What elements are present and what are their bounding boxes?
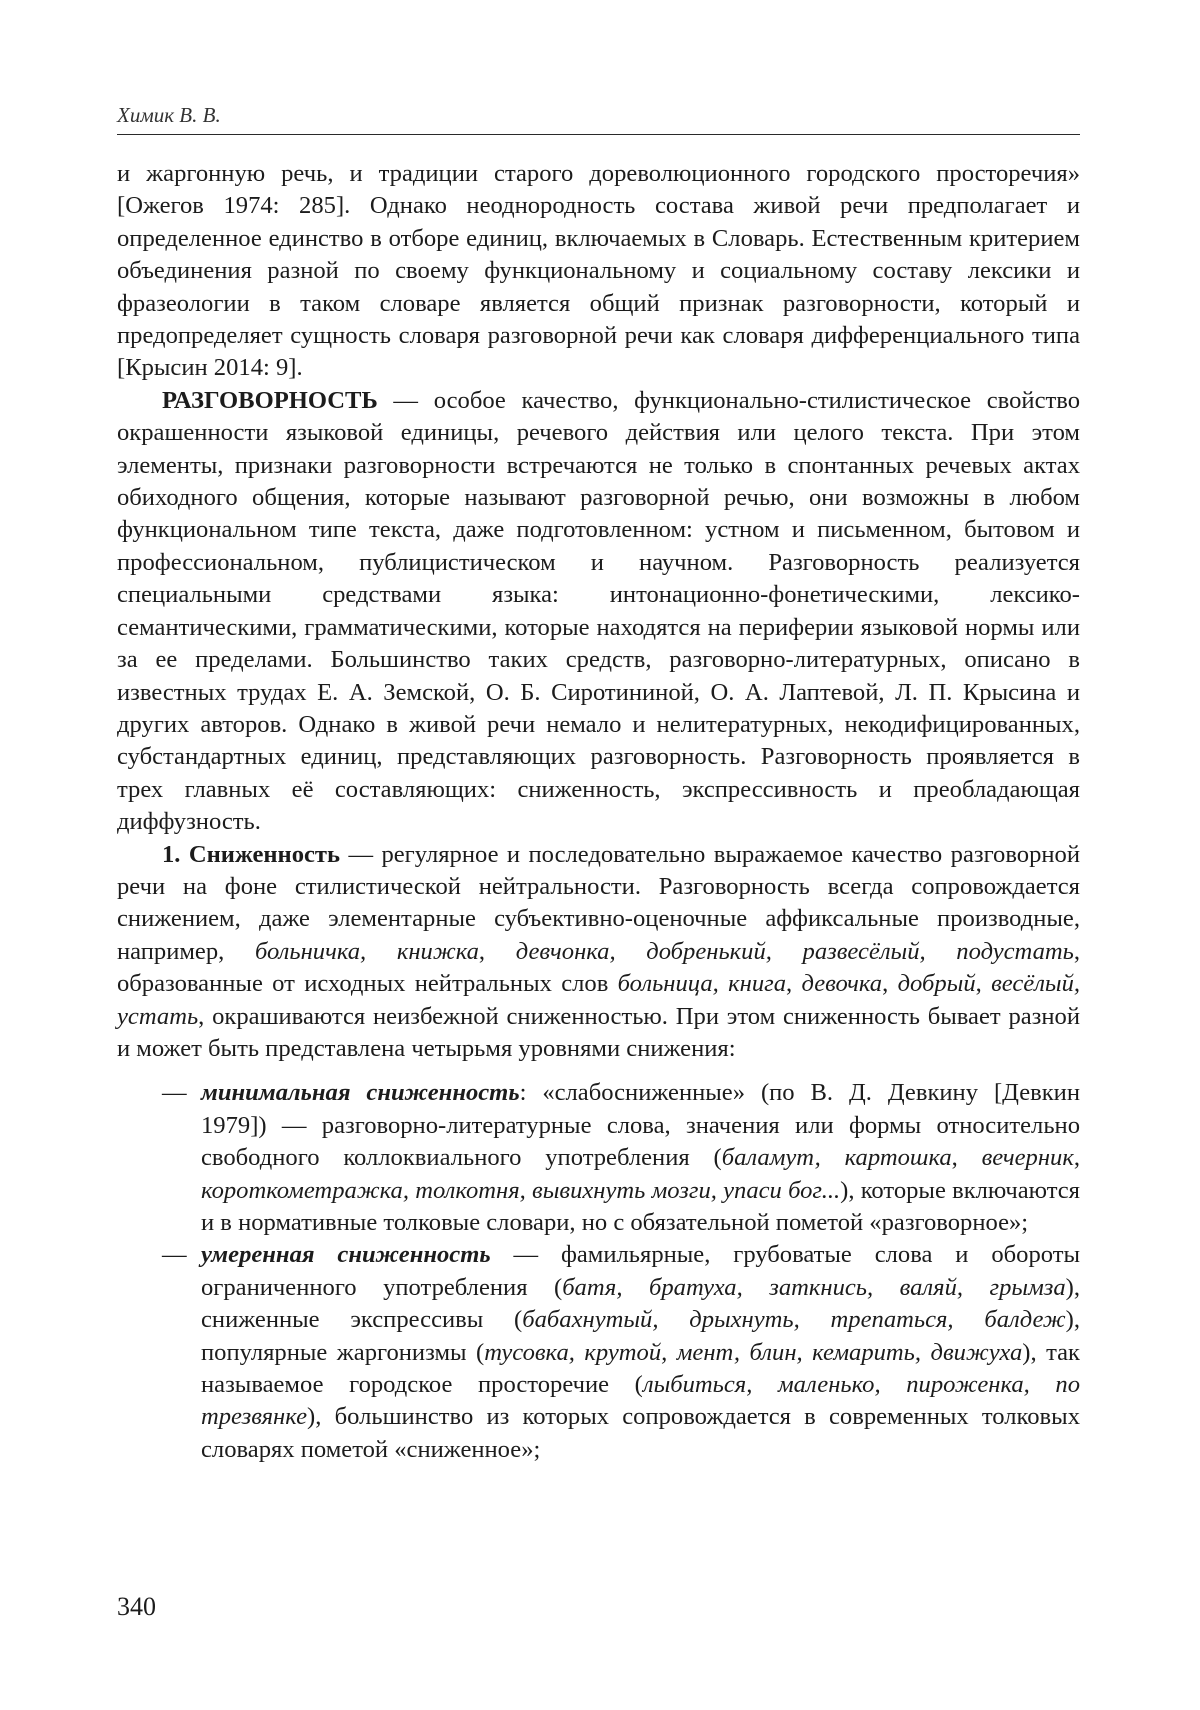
example-words: девчонка, добренький, развесёлый, подустать (515, 937, 1074, 965)
text-run: ), большинство из которых сопровождается в современных толковых словарях пометой «сниженное»; (201, 1403, 1080, 1463)
text-run: ), популярные жаргонизмы ( (201, 1306, 1080, 1366)
term-razgovornost: РАЗГОВОРНОСТЬ (162, 386, 378, 414)
text-run: , окрашиваются неизбежной сниженностью. При этом сниженность бывает разной и может быть представлена четырьмя уровнями снижения: (117, 1002, 1080, 1062)
paragraph-text: — особое качество, функционально-стилистическое свойство окрашенности языковой единицы, речевого действия или целого текста. При этом элементы, признаки разговорности встречаются не только в спонтанных речевых актах обиходного общения, которые называют разговорной речью, они возможны в любом функциональном типе текста, даже подготовленном: устном и письменном, бытовом и профессиональном, публицистическом и научном. Разговорность реализуется специальными средствами языка: интонационно-фонетическими, лексико-семантическими, грамматическими, которые находятся на периферии языковой нормы или за ее пределами. Большинство таких средств, разговорно-литературных, описано в известных трудах Е. А. Земской, О. Б. Сиротининой, О. А. Лаптевой, Л. П. Крысина и других авторов. Однако в живой речи немало и нелитературных, некодифицированных, субстандартных единиц, представляющих разговорность. Разговорность проявляется в трех главных её составляющих: сниженность, экспрессивность и преобладающая диффузность. (117, 386, 1080, 836)
text-run: : «слабосниженные» (по В. Д. Девкину [Девкин 1979]) — разговорно-литературные слова, значения или формы относительно свободного коллоквиального употребления ( (201, 1079, 1081, 1172)
example-words: тусовка, крутой, мент, блин, кемарить, движуха (484, 1338, 1023, 1366)
text-run: — фамильярные, грубоватые слова и обороты ограниченного употребления ( (201, 1241, 1080, 1301)
spacer (117, 1065, 1080, 1077)
text-run: , (786, 970, 802, 998)
text-run: ), сниженные экспрессивы ( (201, 1273, 1080, 1334)
running-head-author: Химик В. В. (117, 103, 221, 127)
list-dash: — (162, 1079, 187, 1107)
text-run: , образованные от исходных нейтральных слов (117, 937, 1080, 998)
text-run: , (478, 937, 516, 965)
list-item-moderate (117, 1239, 1080, 1466)
list-item-minimal (117, 1077, 1080, 1239)
example-words: баламут, картошка (721, 1144, 952, 1172)
example-words: больничка, книжка (254, 937, 479, 965)
example-words: девочка (801, 970, 883, 998)
text-run: , (882, 970, 898, 998)
example-words: больница, книга (617, 970, 787, 998)
page-body (117, 158, 1080, 1466)
text-run: ), которые включаются и в нормативные толковые словари, но с обязательной пометой «разговорное»; (201, 1176, 1080, 1236)
example-words: бабахнутый, дрыхнуть, трепаться, балдеж (522, 1306, 1066, 1334)
list-dash: — (162, 1241, 187, 1269)
text-run: , (951, 1144, 982, 1172)
example-words: вечерник (981, 1144, 1074, 1172)
example-words: весёлый, устать (117, 970, 1081, 1030)
term-moderate: умеренная сниженность (201, 1241, 491, 1269)
term-minimal: минимальная сниженность (201, 1079, 520, 1107)
text-run: , (1073, 1144, 1080, 1172)
running-header (117, 96, 1080, 135)
paragraph-snizhennost (117, 839, 1080, 1066)
paragraph-razgovornost (117, 385, 1080, 839)
example-words: лыбиться, маленько, пироженка, по трезвянке (201, 1371, 1081, 1431)
example-words: батя, братуха, заткнись, валяй, грымза (562, 1273, 1066, 1301)
text-run: — регулярное и последовательно выражаемое качество разговорной речи на фоне стилистической нейтральности. Разговорность всегда сопровождается снижением, даже элементарные субъективно-оценочные аффиксальные производные, например, (117, 840, 1080, 965)
term-snizhennost: 1. Сниженность (162, 840, 341, 868)
page-number: 340 (117, 1592, 156, 1621)
text-run: , (975, 970, 992, 998)
example-words: короткометражка, толкотня, вывихнуть мозги, упаси бог... (201, 1176, 841, 1204)
paragraph-continuation: и жаргонную речь, и традиции старого дореволюционного городского просторечия» [Ожегов 1974: 285]. Однако неоднородность состава живой речи предполагает и определенное единство в отборе единиц, включаемых в Словарь. Естественным критерием объединения разной по своему функциональному и социальному составу лексики и фразеологии в таком словаре является общий признак разговорности, который и предопределяет сущность словаря разговорной речи как словаря дифференциального типа [Крысин 2014: 9]. (117, 160, 1080, 382)
example-words: добрый (897, 970, 976, 998)
text-run: ), так называемое городское просторечие ( (201, 1338, 1081, 1399)
